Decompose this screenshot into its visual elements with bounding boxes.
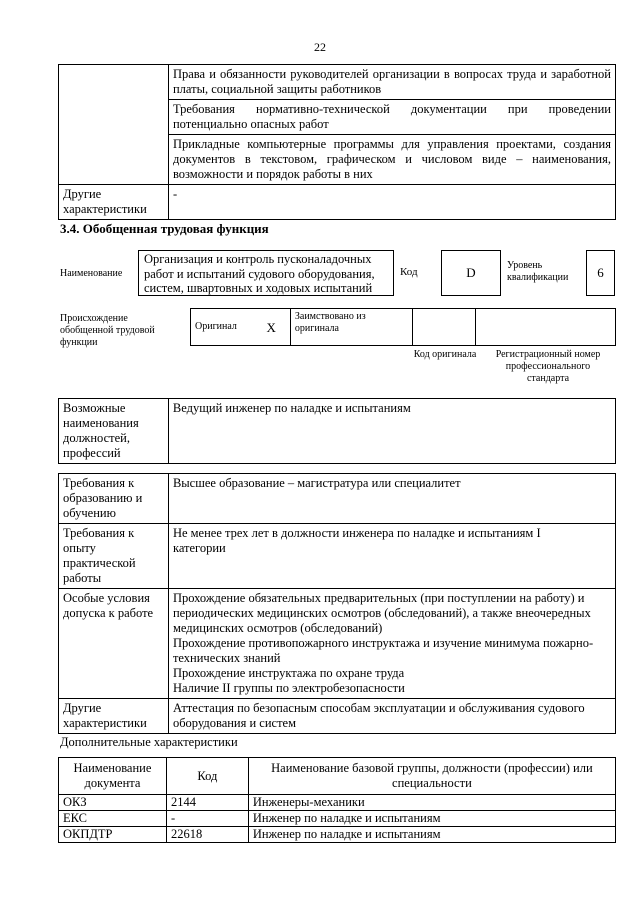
- education-label: Требования к образованию и обучению: [59, 474, 169, 524]
- admission-conditions-value: [168, 589, 615, 699]
- knowledge-item: Права и обязанности руководителей организации в вопросах труда и заработной платы, социальной защиты работников: [168, 65, 615, 100]
- header-document: Наименование документа: [59, 758, 167, 795]
- document-name: ОКЗ: [59, 795, 167, 811]
- other-characteristics-label: Другие характеристики: [59, 699, 169, 734]
- document-name: ЕКС: [59, 811, 167, 827]
- additional-table: [58, 757, 616, 843]
- other-characteristics-value: -: [168, 185, 615, 220]
- condition-item: Наличие II группы по электробезопасности: [172, 681, 405, 695]
- original-mark: X: [252, 309, 290, 346]
- positions-label: Возможные наименования должностей, профессий: [59, 399, 169, 464]
- function-code-box: D: [441, 250, 501, 296]
- table-row: [59, 474, 616, 524]
- education-value: Высшее образование – магистратура или специалитет: [168, 474, 615, 524]
- document-code: 2144: [166, 795, 248, 811]
- admission-conditions-label: Особые условия допуска к работе: [59, 589, 169, 699]
- top-knowledge-table: [58, 64, 616, 220]
- qualification-level-label: Уровень квалификации: [507, 260, 569, 283]
- document-code: 22618: [166, 827, 248, 843]
- table-header-row: [59, 758, 616, 795]
- table-row: [59, 827, 616, 843]
- original-label: Оригинал: [191, 309, 253, 346]
- table-row: [59, 811, 616, 827]
- document-code: -: [166, 811, 248, 827]
- experience-value: Не менее трех лет в должности инженера по наладке и испытаниям I категории: [168, 524, 615, 589]
- experience-label: Требования к опыту практической работы: [59, 524, 169, 589]
- header-group-name: Наименование базовой группы, должности (профессии) или специальности: [248, 758, 615, 795]
- additional-title: Дополнительные характеристики: [60, 735, 238, 749]
- knowledge-item: Прикладные компьютерные программы для управления проектами, создания документов в текстовом, графическом и числовом виде – наименования, возможности и порядок работы в них: [168, 135, 615, 185]
- table-row: [59, 524, 616, 589]
- requirements-table: [58, 473, 616, 734]
- registration-caption: Регистрационный номер профессионального стандарта: [495, 349, 601, 384]
- code-caption: Код оригинала: [413, 349, 477, 360]
- other-characteristics-label: Другие характеристики: [59, 185, 169, 220]
- table-row: [59, 65, 616, 100]
- page-number: 22: [314, 40, 326, 54]
- origin-table: [190, 308, 616, 346]
- condition-item: Прохождение обязательных предварительных (при поступлении на работу) и периодических медицинских осмотров (обследований), а также внеочередных медицинских осмотров (обследований): [172, 591, 591, 635]
- registration-number-cell: [476, 309, 616, 346]
- header-code: Код: [166, 758, 248, 795]
- document-name: ОКПДТР: [59, 827, 167, 843]
- empty-label-cell: [59, 65, 169, 185]
- positions-table: [58, 398, 616, 464]
- condition-item: Прохождение инструктажа по охране труда: [172, 666, 405, 680]
- table-row: [59, 589, 616, 699]
- group-name: Инженеры-механики: [248, 795, 615, 811]
- original-code-cell: [412, 309, 476, 346]
- positions-value: Ведущий инженер по наладке и испытаниям: [168, 399, 615, 464]
- code-label: Код: [400, 266, 418, 278]
- group-name: Инженер по наладке и испытаниям: [248, 827, 615, 843]
- section-title: 3.4. Обобщенная трудовая функция: [60, 221, 269, 236]
- table-row: [59, 795, 616, 811]
- borrowed-label: Заимствовано из оригинала: [290, 309, 412, 346]
- table-row: [59, 185, 616, 220]
- name-label: Наименование: [60, 268, 123, 279]
- condition-item: Прохождение противопожарного инструктажа и изучение минимума пожарно-технических знаний: [172, 636, 594, 665]
- group-name: Инженер по наладке и испытаниям: [248, 811, 615, 827]
- knowledge-item: Требования нормативно-технической документации при проведении потенциально опасных работ: [168, 100, 615, 135]
- qualification-level-box: 6: [586, 250, 615, 296]
- function-name-box: Организация и контроль пусконаладочных работ и испытаний судового оборудования, систем, швартовных и ходовых испытаний: [138, 250, 394, 296]
- table-row: [59, 699, 616, 734]
- origin-label: Происхождение обобщенной трудовой функции: [60, 313, 155, 348]
- other-characteristics-value: Аттестация по безопасным способам эксплуатации и обслуживания судового оборудования и систем: [168, 699, 615, 734]
